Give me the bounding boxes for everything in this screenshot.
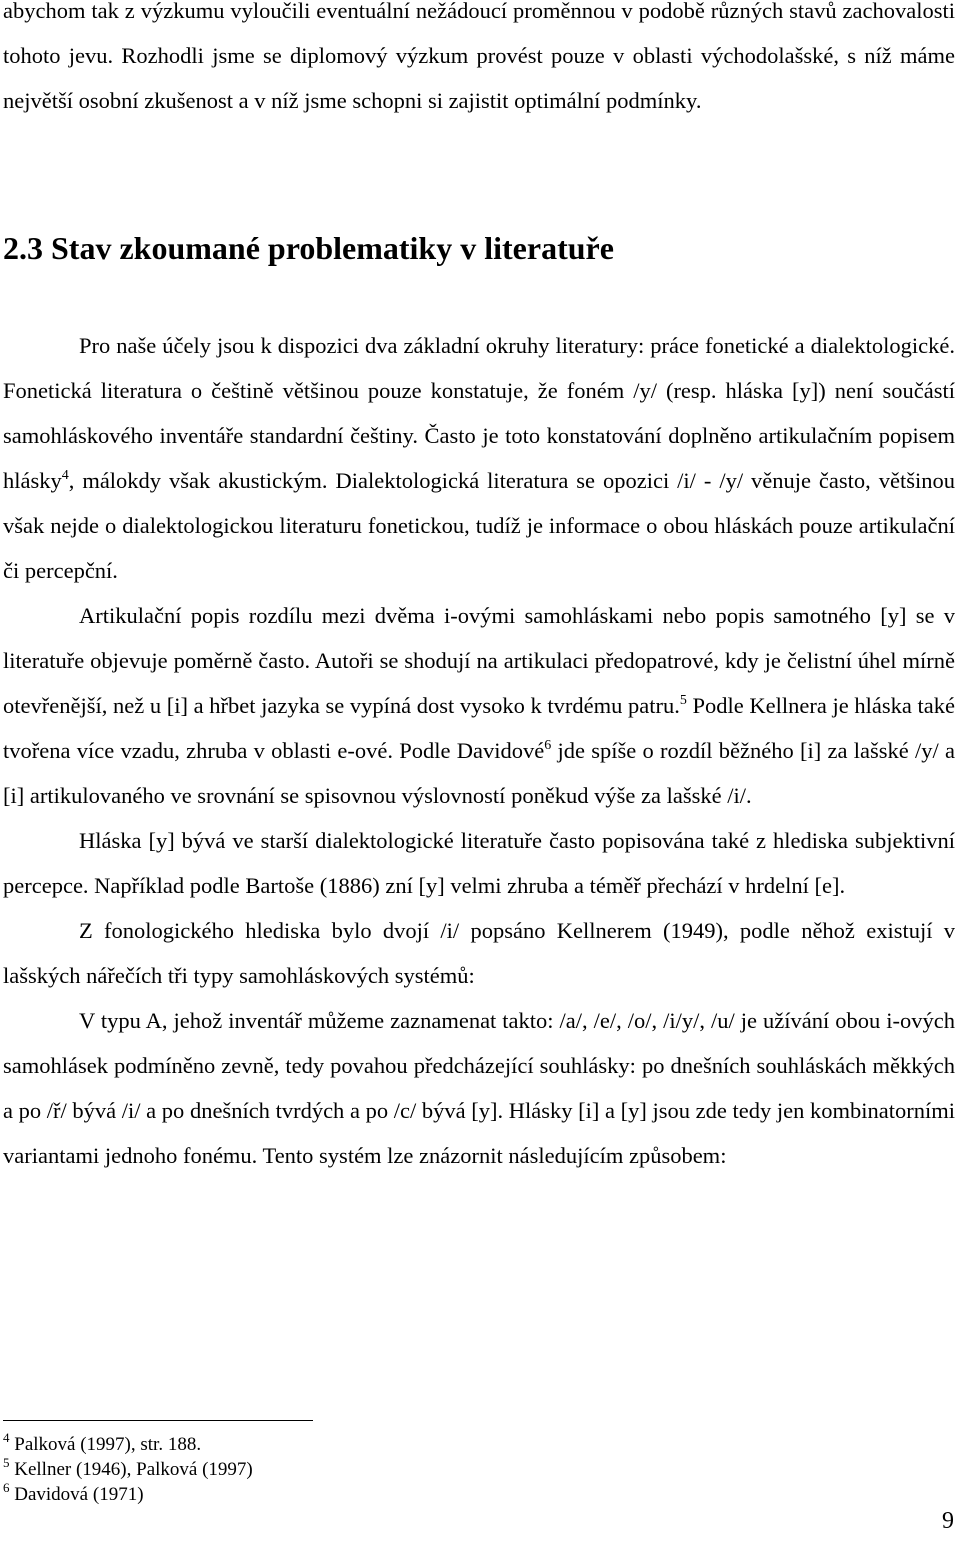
footnote-text: Davidová (1971) [9,1484,144,1505]
footnote-text: Palková (1997), str. 188. [9,1434,202,1455]
paragraph-4: Z fonologického hlediska bylo dvojí /i/ popsáno Kellnerem (1949), podle něhož existují v lašských nářečích tři typy samohláskových systémů: [3,918,955,988]
paragraph-2-text-b: Podle Kellnera je hláska také tvořena více vzadu, zhruba v oblasti e-ové. Podle Davidové [3,693,955,763]
footnote-5 [3,1457,703,1482]
section-heading: 2.3 Stav zkoumané problematiky v literatuře [3,230,614,266]
paragraph-1-text-b: , málokdy však akustickým. Dialektologická literatura se opozici /i/ - /y/ věnuje často, většinou však nejde o dialektologickou literaturu fonetickou, tudíž je informace o obou hláskách pouze artikulační či percepční. [3,468,955,583]
paragraph-5: V typu A, jehož inventář můžeme zaznamenat takto: /a/, /e/, /o/, /i/y/, /u/ je užívání obou i-ových samohlásek podmíněno zevně, tedy povahou předcházející souhlásky: po dnešních souhláskách měkkých a po /ř/ bývá /i/ a po dnešních tvrdých a po /c/ bývá [y]. Hlásky [i] a [y] jsou zde tedy jen kombinatorními variantami jednoho fonému. Tento systém lze znázornit následujícím způsobem: [3,1008,955,1168]
footnote-number: 6 [3,1480,10,1495]
footnote-4 [3,1432,703,1457]
footnote-number: 5 [3,1455,10,1470]
footnote-ref-5: 5 [679,693,687,708]
paragraph-2-text-a: Artikulační popis rozdílu mezi dvěma i-ovými samohláskami nebo popis samotného [y] se v literatuře objevuje poměrně často. Autoři se shodují na artikulaci předopatrové, kdy je čelistní úhel mírně otevřenější, než u [i] a hřbet jazyka se vypíná dost vysoko k tvrdému patru. [3,603,955,718]
paragraph-1-text-a: Pro naše účely jsou k dispozici dva základní okruhy literatury: práce fonetické a dialektologické. Fonetická literatura o češtině většinou pouze konstatuje, že foném /y/ (resp. hláska [y]) není součástí samohláskového inventáře standardní češtiny. Často je toto konstatování doplněno artikulačním popisem hlásky [3,333,955,493]
footnote-6 [3,1482,703,1507]
footnote-text: Kellner (1946), Palková (1997) [9,1459,253,1480]
footnotes [3,1432,703,1507]
page-number: 9 [942,1508,954,1534]
paragraph-1 [3,323,955,593]
paragraph-2 [3,593,955,818]
footnote-number: 4 [3,1430,10,1445]
document-page [3,0,955,1178]
footnote-ref-6: 6 [544,738,552,753]
intro-paragraph: abychom tak z výzkumu vyloučili eventuální nežádoucí proměnnou v podobě různých stavů zachovalosti tohoto jevu. Rozhodli jsme se diplomový výzkum provést pouze v oblasti východolašské, s níž máme největší osobní zkušenost a v níž jsme schopni si zajistit optimální podmínky. [3,0,955,113]
footnote-ref-4: 4 [61,468,69,483]
section-body [3,323,955,1178]
footnote-separator [3,1420,313,1421]
paragraph-2-text-c: jde spíše o rozdíl běžného [i] za lašské /y/ a [i] artikulovaného ve srovnání se spisovnou výslovností poněkud výše za lašské /i/. [3,738,955,808]
paragraph-3: Hláska [y] bývá ve starší dialektologické literatuře často popisována také z hlediska subjektivní percepce. Například podle Bartoše (1886) zní [y] velmi zhruba a téměř přechází v hrdelní [e]. [3,828,955,898]
